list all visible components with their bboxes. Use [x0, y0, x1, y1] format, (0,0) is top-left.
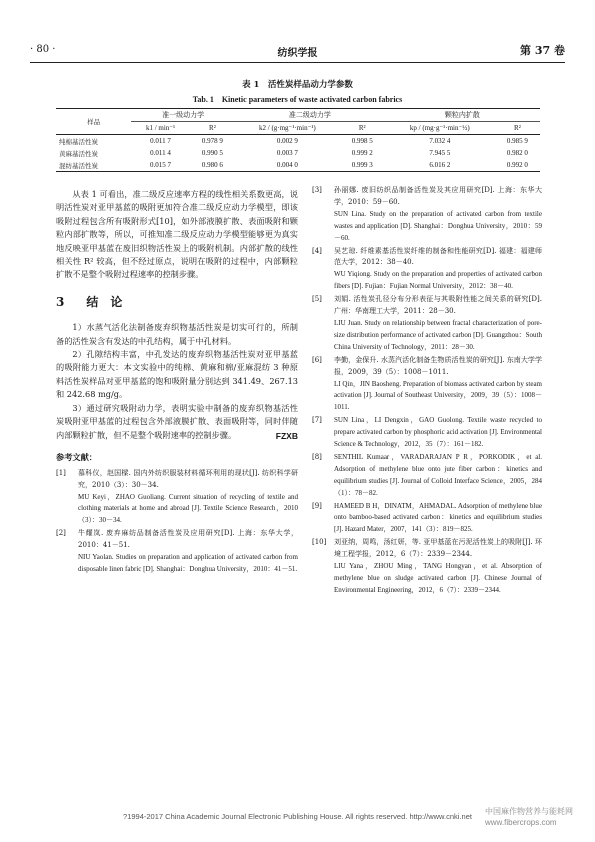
table-cell: 0.982 0	[506, 149, 528, 157]
reference-en: LIU Yana，ZHOU Ming，TANG Hongyan，et al. Absorption of methylene blue on sludge activated carbon [J]. Chinese Journal of Environmental Engineering，2012，6（7）：2339－2344.	[334, 562, 542, 594]
body-paragraph: 从表 1 可看出，准二级反应速率方程的线性相关系数更高，说明活性炭对亚甲基蓝的吸附更加符合准二级反应动力学模型，即该吸附过程包含所有吸附形式[10]，如外部液膜扩散、表面吸附和颗粒内部扩散等，所以，可推知准二级反应动力学模型能够更为真实地反映亚甲基蓝在废旧织物活性炭上的吸附机制。内部扩散的线性相关性 R² 较高，但不经过原点，说明在吸附的过程中，内部颗粒扩散不是整个吸附过程速率的控制步骤。	[56, 189, 298, 280]
page-number: · 80 ·	[30, 44, 56, 55]
site-watermark	[485, 806, 573, 828]
reference-cn: 刘亚纳，周鸣，汤红妍，等. 亚甲基蓝在污泥活性炭上的吸附[J]. 环境工程学报，2012，6（7）：2339－2344.	[334, 538, 542, 559]
right-column	[312, 185, 542, 598]
reference-en: SUN Lina，LI Dengxin，GAO Guolong. Textile waste recycled to prepare activated carbon by phosphoric acid activation [J]. Environmental Science & Technology，2012，35（7）：161－182.	[334, 416, 542, 449]
reference-number: [7]	[312, 416, 322, 425]
reference-item	[312, 355, 542, 415]
table-cell: 0.015 7	[131, 159, 190, 172]
table-cell: 纯棉基活性炭	[59, 137, 98, 146]
reference-cn: 慕科仪，赵国樑. 国内外纺织服装材料循环利用的现状[J]. 纺织科学研究，2010（3）：30－34.	[78, 468, 298, 489]
table-cell: 0.985 9	[506, 137, 528, 145]
reference-item	[312, 294, 542, 354]
reference-cn: 孙丽娜. 废旧纺织品制备活性炭及其应用研究[D]. 上海：东华大学，2010：59－60.	[334, 186, 542, 206]
reference-en: LI Qin，JIN Baosheng. Preparation of biomass activated carbon by steam activation [J]. Journal of Southeast University，2009，39（5）：1008－1011.	[334, 379, 543, 412]
table-cell: 黄麻基活性炭	[59, 149, 98, 158]
journal-code: FZXB	[275, 430, 298, 441]
table-cell: 0.998 5	[351, 137, 373, 145]
reference-en: SENTHIL Kumaar，VARADARAJAN P R，PORKODIK，et al. Adsorption of methylene blue onto jute fiber carbon：kinetics and equilibrium studies [J]. Journal of Colloid Interface Science，2005，284（1）：78－82.	[334, 452, 542, 497]
reference-cn: 吴艺琼. 纤维素基活性炭纤维的制备和性能研究[D]. 福建：福建师范大学，2012：38－40.	[334, 246, 542, 267]
reference-item	[312, 537, 542, 597]
table-cell: 0.978 9	[201, 137, 223, 145]
reference-cn: 李勤，金保升. 水蒸汽活化制备生物质活性炭的研究[J]. 东南大学学报，2009，39（5）：1008－1011.	[334, 355, 542, 376]
journal-name: 纺织学报	[277, 48, 318, 59]
table-group-pfo: 准一级动力学	[131, 109, 235, 122]
volume-label: 第 37 卷	[520, 44, 565, 57]
reference-number: [1]	[56, 468, 66, 477]
reference-number: [5]	[312, 295, 322, 304]
reference-cn: 牛耀岚. 废弃麻纺品制备活性炭及应用研究[D]. 上海：东华大学，2010：41－51.	[78, 529, 298, 550]
conclusion-3: 3）通过研究吸附动力学，表明实验中制备的废弃织物基活性炭吸附亚甲基蓝的过程包含外部液膜扩散、表面吸附等，同时伴随内部颗粒扩散，但不是整个吸附速率的控制步骤。	[56, 402, 298, 440]
reference-en: MU Keyi，ZHAO Guoliang. Current situation of recycling of textile and clothing materials at home and abroad [J]. Textile Science Research，2010（3）：30－34.	[78, 492, 298, 525]
table-cell: 0.980 6	[190, 159, 235, 172]
table-subheader: R²	[190, 122, 235, 135]
reference-number: [4]	[312, 246, 322, 255]
table-row	[56, 147, 540, 159]
watermark-line: 中国麻作物营养与能耗网	[485, 807, 573, 816]
table-cell: 0.992 0	[495, 159, 540, 172]
table-subheader: kp / (mg·g⁻¹·min⁻½)	[385, 122, 495, 135]
reference-en: LIU Juan. Study on relationship between fractal characterization of pore-size distribution performance of activated carbon [D]. Guangzhou：South China University of Technology，2011：28－30.	[334, 318, 542, 351]
table-cell: 混纺基活性炭	[56, 159, 131, 172]
table-cell: 0.011 7	[150, 137, 171, 145]
table-caption-cn: 表 1 活性炭样品动力学参数	[242, 80, 353, 90]
reference-en: SUN Lina. Study on the preparation of activated carbon from textile wastes and application [D]. Shanghai：Donghua University，2010：59－60.	[334, 209, 542, 242]
table-cell: 7.945 5	[429, 149, 451, 157]
reference-item	[56, 528, 298, 576]
conclusion-1: 1）水蒸气活化法制备废弃织物基活性炭是切实可行的，所制备的活性炭含有发达的中孔结构，属于中孔材料。	[56, 322, 298, 346]
running-header	[30, 40, 565, 62]
reference-number: [3]	[312, 186, 322, 194]
table-cell: 6.016 2	[385, 159, 495, 172]
section-title: 结 论	[86, 294, 123, 309]
table-group-pso: 准二级动力学	[235, 109, 385, 122]
header-rule	[30, 62, 565, 63]
reference-en: NIU Yaolan. Studies on preparation and application of activated carbon from disposable linen fabric [D]. Shanghai：Donghua University，2010：41－51.	[78, 553, 298, 573]
reference-item	[312, 452, 542, 500]
references-heading: 参考文献：	[56, 452, 97, 463]
reference-cn: 刘娟. 活性炭孔径分布分形表征与其吸附性能之间关系的研究[D]. 广州：华南理工大学，2011：28－30.	[334, 295, 542, 316]
table-subheader: k2 / (g·mg⁻¹·min⁻¹)	[235, 122, 340, 135]
table-cell: 0.990 5	[201, 149, 223, 157]
table-col-sample: 样品	[56, 109, 131, 135]
watermark-line: www.fibercrops.com	[485, 818, 557, 827]
reference-number: [6]	[312, 355, 322, 364]
reference-item	[312, 501, 542, 537]
table-cell: 0.003 7	[276, 149, 298, 157]
table-subheader: R²	[340, 122, 385, 135]
table-group-ipd: 颗粒内扩散	[385, 109, 540, 122]
conclusion-2: 2）孔隙结构丰富，中孔发达的废弃织物基活性炭对亚甲基蓝的吸附能力更大：本文实验中的纯棉、黄麻和棉/亚麻混纺 3 种原料活性炭样品对亚甲基蓝的饱和吸附量分别达到 341.49、267.13 和 242.68 mg/g。	[56, 349, 298, 400]
left-column	[56, 188, 298, 577]
reference-number: [10]	[312, 538, 327, 547]
table-caption-en: Tab. 1 Kinetic parameters of waste activated carbon fabrics	[192, 95, 403, 104]
table-cell: 0.002 9	[276, 137, 298, 145]
kinetics-table	[56, 108, 540, 172]
reference-item	[312, 415, 542, 451]
table-cell: 0.011 4	[150, 149, 171, 157]
copyright-footer: ?1994-2017 China Academic Journal Electronic Publishing House. All rights reserved. http://www.cnki.net	[123, 812, 472, 821]
section-heading	[56, 296, 298, 309]
table-cell: 0.999 2	[351, 149, 373, 157]
section-number: 3	[56, 294, 65, 309]
reference-number: [2]	[56, 529, 66, 538]
table-subheader: k1 / min⁻¹	[131, 122, 190, 135]
reference-en: WU Yiqiong. Study on the preparation and properties of activated carbon fibers [D]. Fujian：Fujian Normal University，2012：38－40.	[334, 270, 542, 291]
reference-en: HAMEED B H，DINATM，AHMADAL. Adsorption of methylene blue onto bamboo-based activated carbon：kinetics and equilibrium studies [J]. Hazard Mater，2007，141（3）：819－825.	[334, 501, 542, 534]
reference-number: [8]	[312, 452, 322, 461]
table-subheader: R²	[495, 122, 540, 135]
table-row	[56, 159, 540, 172]
table-row	[56, 135, 540, 148]
reference-item	[312, 185, 542, 245]
reference-item	[56, 468, 298, 528]
reference-number: [9]	[312, 501, 322, 510]
table-cell: 0.999 3	[340, 159, 385, 172]
table-cell: 0.004 0	[235, 159, 340, 172]
table-cell: 7.032 4	[429, 137, 451, 145]
reference-item	[312, 246, 542, 294]
